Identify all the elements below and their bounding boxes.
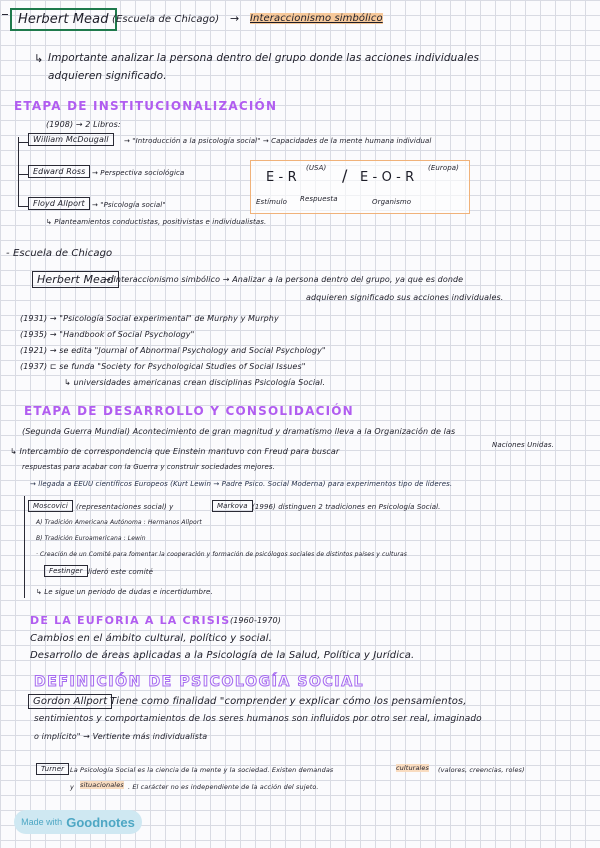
intro-line-1: Importante analizar la persona dentro del grupo donde las acciones individuales xyxy=(48,52,480,64)
section-heading-euforia: DE LA EUFORIA A LA CRISIS xyxy=(30,614,231,627)
author-festinger: Festinger xyxy=(44,565,88,577)
allport-note: ↳ Planteamientos conductistas, positivistas e individualistas. xyxy=(46,218,267,226)
euforia-line-1: Cambios en el ámbito cultural, político y social. xyxy=(30,633,272,644)
desarrollo-line-5a: (representaciones social) y xyxy=(76,503,174,511)
definicion-line-3: o implícito" → Vertiente más individualista xyxy=(34,732,208,741)
definicion-line-1: Tiene como finalidad "comprender y explicar cómo los pensamientos, xyxy=(110,696,467,707)
desarrollo-line-4: → llegada a EEUU científicos Europeos (Kurt Lewin → Padre Psico. Social Moderna) para experimentos tipo de líderes. xyxy=(30,480,453,488)
turner-culturales: culturales xyxy=(396,764,430,772)
title-school: (Escuela de Chicago) xyxy=(112,14,220,25)
bracket-tick-1 xyxy=(18,142,28,143)
intro-line-2: adquieren significado. xyxy=(48,70,167,82)
mcdougall-text: → "Introducción a la psicología social" → Capacidades de la mente humana individual xyxy=(124,137,432,145)
turner-line-d: . El carácter no es independiente de la acción del sujeto. xyxy=(128,783,319,791)
author-gordon-allport: Gordon Allport xyxy=(28,694,112,709)
turner-line-a: La Psicología Social es la ciencia de la mente y la sociedad. Existen demandas xyxy=(70,766,334,774)
author-ross: Edward Ross xyxy=(28,165,90,178)
comite-line: · Creación de un Comité para fomentar la cooperación y formación de psicólogos sociales de distintos países y culturas xyxy=(36,551,407,558)
tradicion-a: A) Tradición Americana Autónoma : Hermanos Allport xyxy=(36,519,202,526)
formula-label-respuesta: Respuesta xyxy=(300,195,338,203)
chicago-item-universidades: ↳ universidades americanas crean disciplinas Psicología Social. xyxy=(64,378,326,387)
title-arrow: → xyxy=(230,12,240,25)
mead-line-1: → Interaccionismo simbólico → Analizar a la persona dentro del grupo, ya que es donde xyxy=(104,275,464,284)
mead-line-2: adquieren significado sus acciones individuales. xyxy=(306,293,504,302)
section-heading-institucionalizacion: ETAPA DE INSTITUCIONALIZACIÓN xyxy=(14,99,278,113)
author-markova: Markova xyxy=(212,500,253,512)
badge-made-with: Made with xyxy=(21,817,63,827)
section-heading-desarrollo: ETAPA DE DESARROLLO Y CONSOLIDACIÓN xyxy=(24,404,354,418)
dudas-line: ↳ Le sigue un periodo de dudas e incertidumbre. xyxy=(36,588,213,596)
badge-brand: Goodnotes xyxy=(66,814,135,830)
section-heading-definicion: DEFINICIÓN DE PSICOLOGÍA SOCIAL xyxy=(34,674,365,690)
festinger-line: lideró este comité xyxy=(88,568,154,576)
euforia-line-2: Desarrollo de áreas aplicadas a la Psicología de la Salud, Política y Jurídica. xyxy=(30,650,415,661)
desarrollo-line-5b: (1996) distinguen 2 tradiciones en Psicología Social. xyxy=(252,503,441,511)
formula-left-sup: (USA) xyxy=(306,164,327,172)
chicago-item-1921: (1921) → se edita "Journal of Abnormal Psychology and Social Psychology" xyxy=(20,346,326,355)
bracket-tick-3 xyxy=(18,206,28,207)
formula-label-estimulo: Estímulo xyxy=(256,198,288,206)
turner-line-c: y xyxy=(70,783,74,791)
tradicion-b: B) Tradición Euroamericana : Lewin xyxy=(36,535,146,542)
euforia-years: (1960-1970) xyxy=(230,616,281,625)
turner-line-b: (valores, creencias, roles) xyxy=(438,766,525,774)
ross-text: → Perspectiva sociológica xyxy=(92,169,185,177)
desarrollo-line-2: ↳ Intercambio de correspondencia que Einstein mantuvo con Freud para buscar xyxy=(10,447,340,456)
author-herbert-mead: Herbert Mead xyxy=(32,271,119,288)
title-dash xyxy=(2,14,8,15)
title-concept: Interaccionismo simbólico xyxy=(250,13,383,24)
formula-slash: / xyxy=(342,166,348,185)
chicago-item-1931: (1931) → "Psicología Social experimental" de Murphy y Murphy xyxy=(20,314,279,323)
desarrollo-line-3: respuestas para acabar con la Guerra y construir sociedades mejores. xyxy=(22,463,275,471)
turner-situacionales: situacionales xyxy=(80,781,124,789)
desarrollo-line-1b: Naciones Unidas. xyxy=(492,441,554,449)
author-floyd-allport: Floyd Allport xyxy=(28,197,90,210)
section-heading-chicago: - Escuela de Chicago xyxy=(6,248,113,259)
desarrollo-line-1: (Segunda Guerra Mundial) Acontecimiento de gran magnitud y dramatismo lleva a la Organización de las xyxy=(22,427,456,436)
goodnotes-badge xyxy=(14,810,142,834)
formula-right: E - O - R xyxy=(360,170,415,185)
year-line-1908: (1908) → 2 Libros: xyxy=(46,120,121,129)
bracket-line xyxy=(18,137,19,207)
intro-bullet: ↳ xyxy=(34,52,44,65)
desarrollo-bracket xyxy=(24,496,25,598)
bracket-tick-2 xyxy=(18,174,28,175)
chicago-item-1935: (1935) → "Handbook of Social Psychology" xyxy=(20,330,195,339)
allport-text: → "Psicología social" xyxy=(92,201,166,209)
author-turner: Turner xyxy=(36,763,69,775)
formula-label-organismo: Organismo xyxy=(372,198,412,206)
author-mcdougall: William McDougall xyxy=(28,133,114,146)
title-name: Herbert Mead xyxy=(10,8,117,31)
definicion-line-2: sentimientos y comportamientos de los seres humanos son influidos por otro ser real, imaginado xyxy=(34,714,482,724)
chicago-item-1937: (1937) ⊏ se funda "Society for Psychological Studies of Social Issues" xyxy=(20,362,306,371)
formula-right-sup: (Europa) xyxy=(428,164,460,172)
formula-left: E - R xyxy=(266,170,297,185)
author-moscovici: Moscovici xyxy=(28,500,73,512)
